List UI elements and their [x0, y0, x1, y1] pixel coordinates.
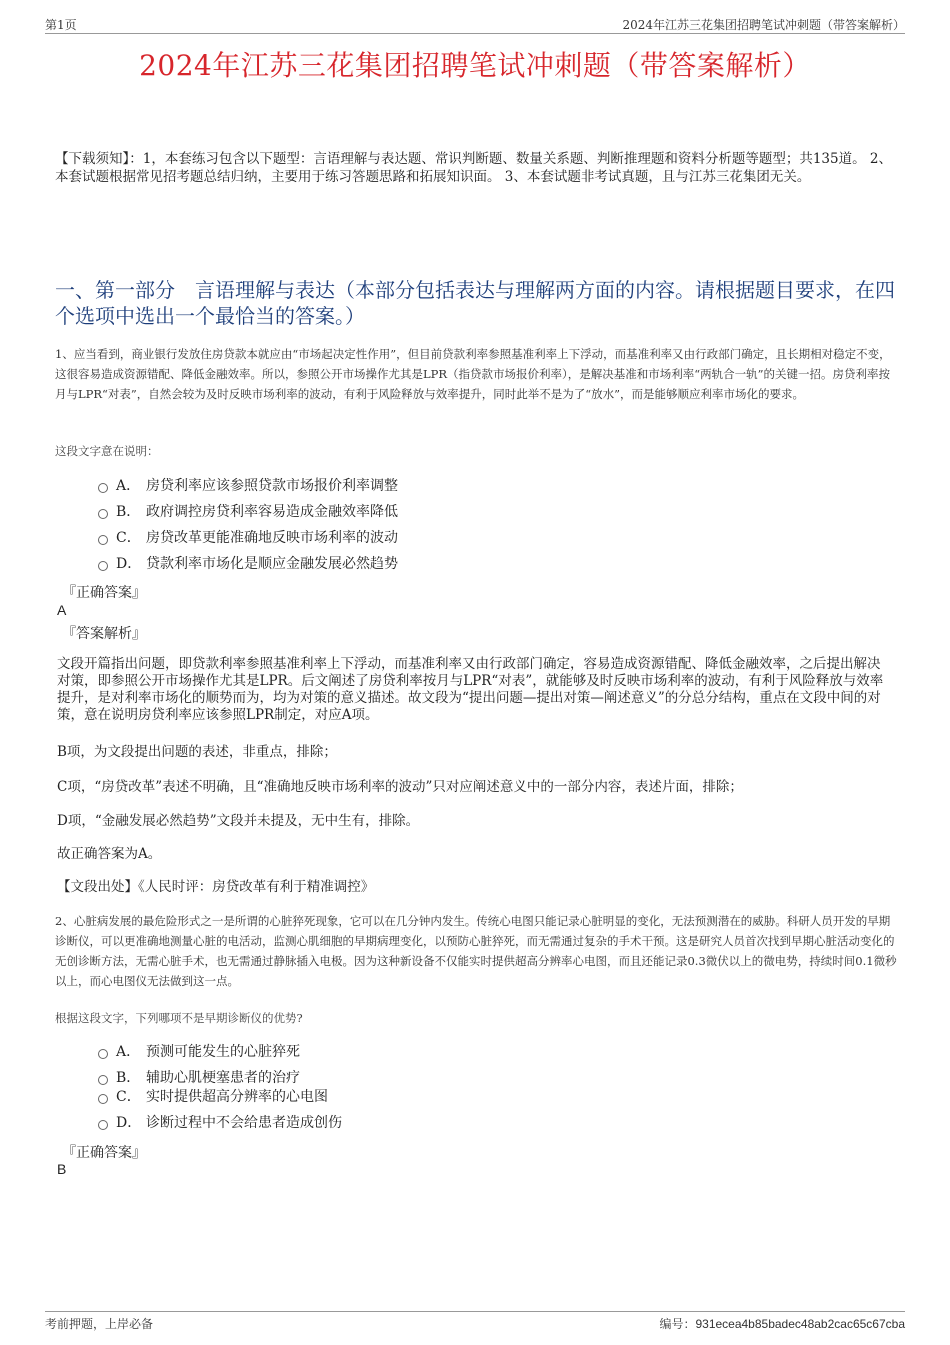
radio-icon[interactable]: [98, 1094, 108, 1104]
q1-option-a[interactable]: [98, 477, 398, 495]
option-key: C．: [116, 530, 141, 546]
radio-icon[interactable]: [98, 535, 108, 545]
option-key: D．: [116, 1115, 142, 1131]
option-key: A．: [116, 478, 141, 494]
footer-code-value: 931ecea4b85badec48ab2cac65c67cba: [695, 1317, 905, 1331]
radio-icon[interactable]: [98, 483, 108, 493]
q1-note-c: C项，“房贷改革”表述不明确，且“准确地反映市场利率的波动”只对应阐述意义中的一部分内容，表述片面，排除；: [57, 779, 743, 795]
option-text: 房贷利率应该参照贷款市场报价利率调整: [146, 478, 398, 494]
q2-answer: B: [57, 1161, 67, 1177]
q2-option-d[interactable]: [98, 1114, 342, 1132]
option-text: 政府调控房贷利率容易造成金融效率降低: [146, 504, 398, 520]
q1-analysis: 文段开篇指出问题，即贷款利率参照基准利率上下浮动，而基准利率又由行政部门确定，容易造成资源错配、降低金融效率，之后提出解决对策，即参照公开市场操作尤其是LPR。后文阐述了房贷利率按月与LPR“对表”，就能够及时反映市场利率的波动，有利于风险释放与效率提升，是对利率市场化的顺势而为，均为对策的意义描述。故文段为“提出问题—提出对策—阐述意义”的分总分结构，重点在文段中间的对策，意在说明房贷利率应该参照LPR制定，对应A项。: [57, 656, 884, 723]
q2-answer-label: 『正确答案』: [62, 1145, 146, 1161]
download-notice: 【下载须知】：1，本套练习包含以下题型：言语理解与表达题、常识判断题、数量关系题、判断推理题和资料分析题等题型；共135道。 2、本套试题根据常见招考题总结归纳，主要用于练习答题思路和拓展知识面。 3、本套试题非考试真题，且与江苏三花集团无关。: [55, 151, 892, 185]
q1-conclusion: 故正确答案为A。: [57, 846, 162, 862]
option-text: 诊断过程中不会给患者造成创伤: [146, 1115, 342, 1131]
radio-icon[interactable]: [98, 561, 108, 571]
radio-icon[interactable]: [98, 1075, 108, 1085]
option-key: B．: [116, 1070, 141, 1086]
q1-source: 【文段出处】《人民时评：房贷改革有利于精准调控》: [57, 879, 375, 895]
q2-option-c[interactable]: [98, 1088, 328, 1106]
q1-note-d: D项，“金融发展必然趋势”文段并未提及，无中生有，排除。: [57, 813, 420, 829]
q1-answer: A: [57, 602, 67, 618]
option-text: 房贷改革更能准确地反映市场利率的波动: [146, 530, 398, 546]
option-key: A．: [116, 1044, 141, 1060]
q2-option-a[interactable]: [98, 1043, 300, 1061]
option-key: C．: [116, 1089, 141, 1105]
q1-option-b[interactable]: [98, 503, 398, 521]
footer-code: [659, 1315, 905, 1332]
page-number: 第1页: [45, 18, 77, 32]
q1-analysis-label: 『答案解析』: [62, 626, 146, 642]
q2-option-b[interactable]: [98, 1069, 300, 1087]
question-2-prompt: 根据这段文字，下列哪项不是早期诊断仪的优势?: [55, 1011, 303, 1025]
radio-icon[interactable]: [98, 1049, 108, 1059]
footer-rule: [45, 1311, 905, 1312]
footer-slogan: 考前押题，上岸必备: [45, 1317, 154, 1331]
option-key: D．: [116, 556, 142, 572]
question-2-text: 2、心脏病发展的最危险形式之一是所谓的心脏猝死现象，它可以在几分钟内发生。传统心电图只能记录心脏明显的变化，无法预测潜在的威胁。科研人员开发的早期诊断仪，可以更准确地测量心脏的电活动，监测心肌细胞的早期病理变化，以预防心脏猝死，而无需通过复杂的手术干预。这是研究人员首次找到早期心脏活动变化的无创诊断方法，无需心脏手术，也无需通过静脉插入电极。因为这种新设备不仅能实时提供超高分辨率心电图，而且还能记录0.3微伏以上的微电势，持续时间0.1微秒以上，而心电图仪无法做到这一点。: [55, 914, 897, 988]
q1-option-c[interactable]: [98, 529, 398, 547]
radio-icon[interactable]: [98, 509, 108, 519]
option-text: 辅助心肌梗塞患者的治疗: [146, 1070, 300, 1086]
option-text: 预测可能发生的心脏猝死: [146, 1044, 300, 1060]
question-1-text: 1、应当看到，商业银行发放住房贷款本就应由“市场起决定性作用”，但目前贷款利率参照基准利率上下浮动，而基准利率又由行政部门确定，且长期相对稳定不变，这很容易造成资源错配、降低金融效率。所以，参照公开市场操作尤其是LPR（指贷款市场报价利率），是解决基准和市场利率“两轨合一轨”的关键一招。房贷利率按月与LPR“对表”，自然会较为及时反映市场利率的波动，有利于风险释放与效率提升，同时此举不是为了“放水”，而是能够顺应利率市场化的要求。: [55, 347, 891, 401]
section-heading: 一、第一部分 言语理解与表达（本部分包括表达与理解两方面的内容。请根据题目要求，在四个选项中选出一个最恰当的答案。）: [55, 278, 895, 328]
question-1-prompt: 这段文字意在说明：: [55, 444, 159, 458]
q1-note-b: B项，为文段提出问题的表述，非重点，排除；: [57, 744, 337, 760]
radio-icon[interactable]: [98, 1120, 108, 1130]
footer-code-label: 编号：: [659, 1317, 696, 1331]
header-rule: [45, 33, 905, 34]
option-text: 贷款利率市场化是顺应金融发展必然趋势: [146, 556, 398, 572]
page-title: 2024年江苏三花集团招聘笔试冲刺题（带答案解析）: [139, 49, 811, 82]
q1-answer-label: 『正确答案』: [62, 585, 146, 601]
option-key: B．: [116, 504, 141, 520]
option-text: 实时提供超高分辨率的心电图: [146, 1089, 328, 1105]
header-doc-title: 2024年江苏三花集团招聘笔试冲刺题（带答案解析）: [622, 18, 905, 32]
q1-option-d[interactable]: [98, 555, 398, 573]
